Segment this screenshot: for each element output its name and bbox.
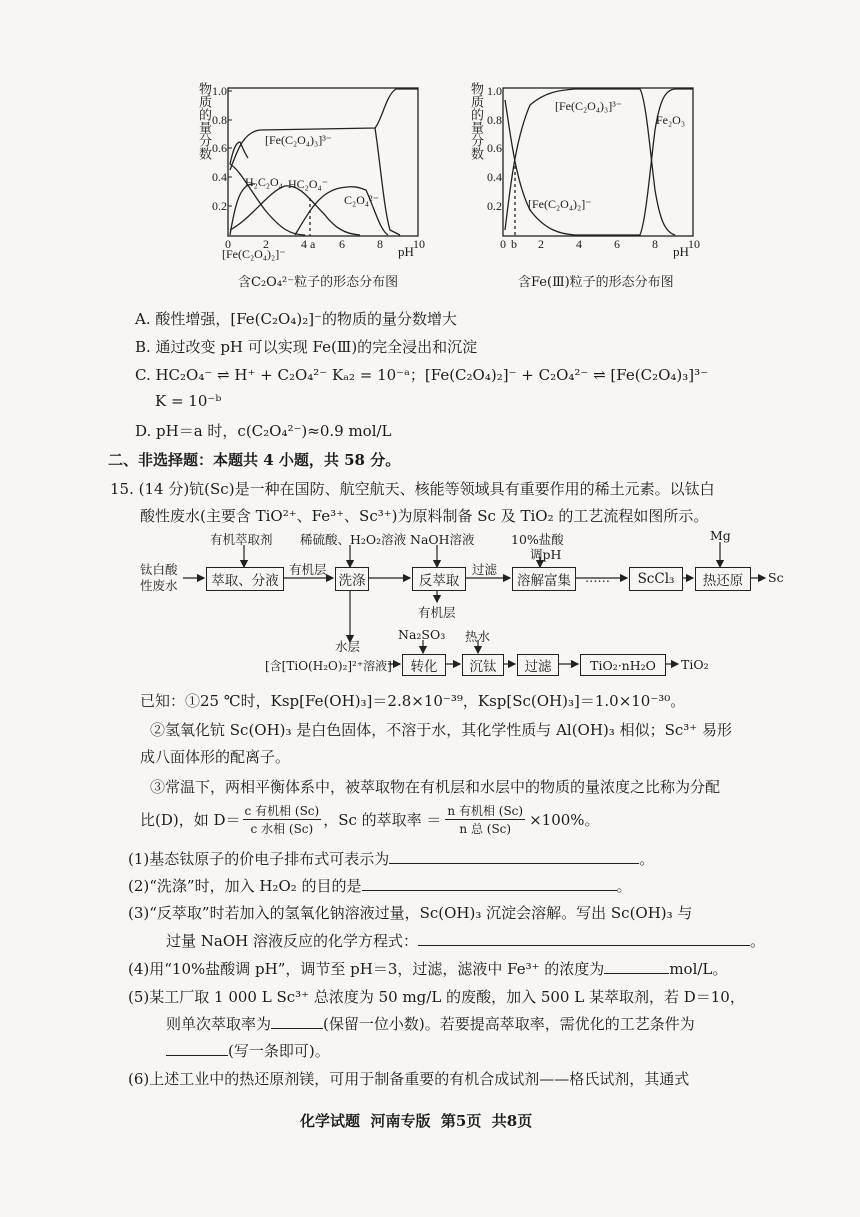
left-chart bbox=[212, 84, 425, 261]
fe3-curve bbox=[230, 89, 418, 170]
right-ytick-3: 0.6 bbox=[487, 141, 502, 155]
q15-intro-line2: 酸性废水(主要含 TiO²⁺、Fe³⁺、Sc³⁺)为原料制备 Sc 及 TiO₂ 的工艺流程如图所示。 bbox=[140, 507, 709, 525]
reagent-adjust-ph: 调pH bbox=[530, 547, 562, 562]
right-label-fe2o3: Fe₂O₃ bbox=[656, 113, 686, 127]
answer-blank-5b[interactable] bbox=[166, 1043, 228, 1056]
right-ytick-4: 0.4 bbox=[487, 170, 502, 184]
reagent-hot-water: 热水 bbox=[465, 629, 491, 644]
answer-blank-2[interactable] bbox=[362, 878, 617, 891]
question-5c: (写一条即可)。 bbox=[166, 1040, 330, 1061]
option-c: C. HC₂O₄⁻ ⇌ H⁺ + C₂O₄²⁻ Kₐ₂ = 10⁻ᵃ；[Fe(C₂O₄)₂]⁻ + C₂O₄²⁻ ⇌ [Fe(C₂O₄)₃]³⁻ bbox=[135, 366, 709, 384]
answer-blank-1[interactable] bbox=[389, 851, 639, 864]
left-xunit: pH bbox=[398, 244, 414, 259]
option-b: B. 通过改变 pH 可以实现 Fe(Ⅲ)的完全浸出和沉淀 bbox=[135, 338, 478, 356]
section-title: 二、非选择题：本题共 4 小题，共 58 分。 bbox=[108, 451, 401, 469]
flow-box-precipitate-ti: 沉钛 bbox=[462, 654, 504, 676]
left-label-fe2: [Fe(C₂O₄)₂]⁻ bbox=[222, 247, 286, 261]
known-1: 已知：①25 ℃时，Ksp[Fe(OH)₃]＝2.8×10⁻³⁹，Ksp[Sc(OH)₃]＝1.0×10⁻³⁰。 bbox=[140, 692, 686, 710]
right-chart bbox=[487, 84, 700, 259]
left-ytick-4: 0.4 bbox=[212, 170, 227, 184]
left-label-hc2o4: HC₂O₄⁻ bbox=[288, 177, 329, 191]
right-xtick-10: 10 bbox=[688, 237, 700, 251]
left-xtick-4: 4 bbox=[301, 237, 307, 251]
flow-filter: 过滤 bbox=[472, 562, 498, 577]
left-ytick-5: 0.2 bbox=[212, 199, 227, 213]
left-ytick-3: 0.6 bbox=[212, 141, 227, 155]
left-xtick-8: 8 bbox=[377, 237, 383, 251]
hc2o4-curve bbox=[230, 186, 360, 235]
left-xtick-2: 2 bbox=[263, 237, 269, 251]
question-6: (6)上述工业中的热还原剂镁，可用于制备重要的有机合成试剂——格氏试剂，其通式 bbox=[128, 1070, 690, 1088]
answer-blank-5a[interactable] bbox=[271, 1016, 323, 1029]
right-xtick-0: 0 bbox=[500, 237, 506, 251]
flow-box-dissolve: 溶解富集 bbox=[512, 567, 576, 591]
reagent-naoh: NaOH溶液 bbox=[410, 532, 475, 547]
flow-box-tio2-hydrate: TiO₂·nH₂O bbox=[580, 654, 666, 676]
right-xtick-6: 6 bbox=[614, 237, 620, 251]
flow-dots: …… bbox=[585, 570, 610, 585]
flow-box-sccl3: ScCl₃ bbox=[629, 567, 683, 591]
right-xtick-4: 4 bbox=[576, 237, 582, 251]
left-ytick-2: 0.8 bbox=[212, 113, 227, 127]
flow-output-sc: Sc bbox=[768, 570, 784, 585]
question-2: (2)“洗涤”时，加入 H₂O₂ 的目的是 。 bbox=[128, 877, 632, 895]
flow-input-label: 钛白酸 性废水 bbox=[140, 562, 178, 593]
right-ytick-5: 0.2 bbox=[487, 199, 502, 213]
known-2a: ②氢氧化钪 Sc(OH)₃ 是白色固体，不溶于水，其化学性质与 Al(OH)₃ 相似；Sc³⁺ 易形 bbox=[150, 721, 732, 739]
question-1: (1)基态钛原子的价电子排布式可表示为 。 bbox=[128, 850, 655, 868]
answer-blank-4[interactable] bbox=[604, 961, 669, 974]
right-xtick-b: b bbox=[511, 237, 517, 251]
reagent-na2so3: Na₂SO₃ bbox=[398, 627, 446, 642]
flow-output-tio2: TiO₂ bbox=[681, 657, 709, 672]
known-3-formula: 比(D)，如 D＝ c 有机相 (Sc) c 水相 (Sc) ，Sc 的萃取率 ＝ n 有机相 (Sc) n 总 (Sc) ×100%。 bbox=[140, 804, 600, 836]
speciation-charts bbox=[170, 80, 730, 295]
question-3a: (3)“反萃取”时若加入的氢氧化钠溶液过量，Sc(OH)₃ 沉淀会溶解。写出 Sc(OH)₃ 与 bbox=[128, 904, 693, 922]
option-a: A. 酸性增强，[Fe(C₂O₄)₂]⁻的物质的量分数增大 bbox=[135, 310, 457, 328]
flow-box-convert: 转化 bbox=[402, 654, 446, 676]
fe3-drop bbox=[375, 128, 400, 235]
right-label-fe3: [Fe(C₂O₄)₃]³⁻ bbox=[555, 99, 623, 113]
reagent-organic-extractant: 有机萃取剂 bbox=[210, 532, 273, 547]
left-label-fe3: [Fe(C₂O₄)₃]³⁻ bbox=[265, 133, 333, 147]
question-5a: (5)某工厂取 1 000 L Sc³⁺ 总浓度为 50 mg/L 的废酸，加入 500 L 某萃取剂，若 D＝10， bbox=[128, 988, 745, 1006]
q15-intro-line1: 15. (14 分)钪(Sc)是一种在国防、航空航天、核能等领域具有重要作用的稀土元素。以钛白 bbox=[110, 480, 715, 498]
flow-water-sub: [含[TiO(H₂O)₂]²⁺溶液] bbox=[265, 659, 392, 673]
right-xunit: pH bbox=[673, 244, 689, 259]
left-label-h2c2o4: H₂C₂O₄ bbox=[245, 175, 283, 189]
flow-box-thermal-reduction: 热还原 bbox=[695, 567, 751, 591]
option-d: D. pH＝a 时，c(C₂O₄²⁻)≈0.9 mol/L bbox=[135, 422, 392, 440]
right-ytick-1: 1.0 bbox=[487, 84, 502, 98]
left-chart-caption: 含C₂O₄²⁻粒子的形态分布图 bbox=[238, 275, 399, 290]
right-chart-caption: 含Fe(Ⅲ)粒子的形态分布图 bbox=[518, 275, 674, 290]
right-xtick-8: 8 bbox=[652, 237, 658, 251]
flow-organic-layer: 有机层 bbox=[289, 562, 327, 577]
flow-water-layer: 水层 bbox=[335, 639, 361, 654]
flow-organic-layer-out: 有机层 bbox=[418, 605, 456, 620]
right-ytick-2: 0.8 bbox=[487, 113, 502, 127]
flow-box-wash: 洗涤 bbox=[335, 567, 369, 591]
left-xtick-0: 0 bbox=[225, 237, 231, 251]
answer-blank-3[interactable] bbox=[418, 933, 750, 946]
left-label-c2o4: C₂O₄²⁻ bbox=[344, 193, 379, 207]
reagent-hcl: 10%盐酸 bbox=[511, 532, 564, 547]
left-xtick-6: 6 bbox=[339, 237, 345, 251]
right-ylabel: 物质的量分数 bbox=[468, 82, 483, 160]
option-c-k: K = 10⁻ᵇ bbox=[155, 392, 222, 410]
flow-box-filter: 过滤 bbox=[517, 654, 559, 676]
question-4: (4)用“10%盐酸调 pH”，调节至 pH＝3，过滤，滤液中 Fe³⁺ 的浓度为 mol/L。 bbox=[128, 960, 728, 978]
question-3b: 过量 NaOH 溶液反应的化学方程式： 。 bbox=[166, 932, 765, 950]
right-label-fe2: [Fe(C₂O₄)₂]⁻ bbox=[528, 197, 592, 211]
known-2b: 成八面体形的配离子。 bbox=[140, 748, 291, 766]
flow-box-extract: 萃取、分液 bbox=[206, 567, 284, 591]
fe2-peak bbox=[230, 142, 248, 164]
right-xtick-2: 2 bbox=[538, 237, 544, 251]
left-ylabel: 物质的量分数 bbox=[196, 82, 211, 160]
left-xtick-a: a bbox=[310, 237, 316, 251]
reagent-mg: Mg bbox=[710, 528, 731, 543]
page-footer: 化学试题 河南专版 第5页 共8页 bbox=[300, 1112, 533, 1130]
left-ytick-1: 1.0 bbox=[212, 84, 227, 98]
question-5b: 则单次萃取率为 (保留一位小数)。若要提高萃取率，需优化的工艺条件为 bbox=[166, 1015, 695, 1033]
left-xtick-10: 10 bbox=[413, 237, 425, 251]
reagent-h2so4-h2o2: 稀硫酸、H₂O₂溶液 bbox=[300, 532, 407, 547]
known-3a: ③常温下，两相平衡体系中，被萃取物在有机层和水层中的物质的量浓度之比称为分配 bbox=[150, 778, 721, 796]
flow-box-back-extract: 反萃取 bbox=[412, 567, 466, 591]
